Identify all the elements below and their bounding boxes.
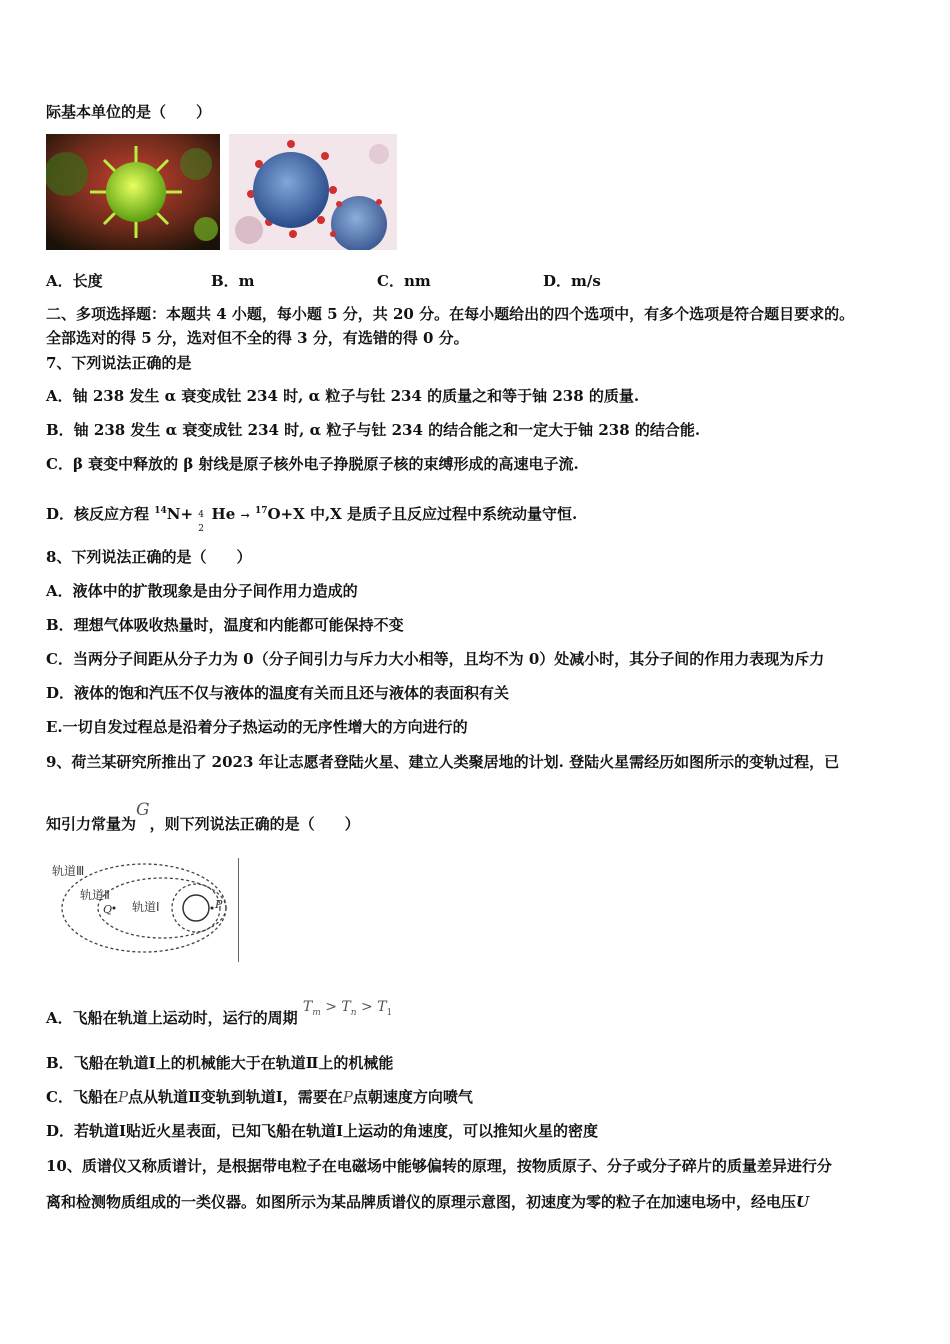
gravitational-constant-symbol: G	[136, 800, 150, 820]
q9-option-b: B．飞船在轨道Ⅰ上的机械能大于在轨道Ⅱ上的机械能	[46, 1054, 394, 1072]
q8-option-a: A．液体中的扩散现象是由分子间作用力造成的	[46, 582, 358, 600]
period-symbol-n: T	[341, 999, 351, 1015]
reaction-arrow: →	[240, 509, 250, 522]
greater-than-2: >	[361, 999, 373, 1015]
virus-image-green	[46, 134, 220, 250]
orbit-2-label: 轨道Ⅱ	[80, 888, 110, 902]
orbit-3-label: 轨道Ⅲ	[52, 864, 85, 878]
q7-option-d-prefix: D．核反应方程	[46, 505, 150, 523]
q8-option-b: B．理想气体吸收热量时，温度和内能都可能保持不变	[46, 616, 404, 634]
section-2-heading: 二、多项选择题：本题共 4 小题，每小题 5 分，共 20 分。在每小题给出的四个选项中，有多个选项是符合题目要求的。	[46, 305, 855, 323]
point-p-symbol: P	[117, 1088, 129, 1106]
point-p-label: P	[215, 898, 223, 911]
q8-option-e: E.一切自发过程总是沿着分子热运动的无序性增大的方向进行的	[46, 718, 468, 736]
subscript-1: 1	[386, 1007, 393, 1018]
q9-option-a	[46, 999, 393, 1035]
point-p-symbol: P	[342, 1088, 353, 1106]
point-p-dot	[211, 907, 214, 910]
helium-mass-number: 4	[198, 510, 205, 520]
point-q-label: Q	[103, 903, 113, 916]
helium-charge-number: 2	[198, 524, 205, 534]
period-inequality	[302, 999, 393, 1018]
q7-option-a: A．铀 238 发生 α 衰变成钍 234 时, α 粒子与钍 234 的质量之和等于铀 238 的质量.	[46, 387, 640, 405]
q9-option-c-part-2: 点从轨道Ⅱ变轨到轨道Ⅰ，需要在	[128, 1088, 343, 1106]
q10-stem-part: 离和检测物质组成的一类仪器。如图所示为某品牌质谱仪的原理示意图，初速度为零的粒子在加速电场中，经电压	[46, 1193, 797, 1211]
q9-option-c-part-3: 点朝速度方向喷气	[352, 1088, 473, 1106]
point-q-dot	[113, 907, 116, 910]
question-7-stem: 7、下列说法正确的是	[46, 354, 192, 372]
greater-than-1: >	[325, 999, 337, 1015]
q9-option-d: D．若轨道Ⅰ贴近火星表面，已知飞船在轨道Ⅰ上运动的角速度，可以推知火星的密度	[46, 1122, 599, 1140]
question-9-stem-cont	[46, 800, 360, 834]
q9-option-c	[46, 1087, 473, 1107]
oxygen-mass-number: 17	[254, 506, 268, 516]
q8-option-c: C．当两分子间距从分子力为 0（分子间引力与斥力大小相等，且均不为 0）处减小时，其分子间的作用力表现为斥力	[46, 650, 825, 668]
q9-stem-part-1: 知引力常量为	[46, 815, 137, 833]
figure-divider	[238, 858, 239, 962]
q6-option-d: D．m/s	[543, 272, 601, 290]
period-symbol-1: T	[377, 999, 387, 1015]
voltage-symbol: U	[796, 1193, 810, 1211]
q6-option-c: C．nm	[377, 272, 431, 290]
q9-stem-part-2: ，则下列说法正确的是（ ）	[149, 815, 360, 833]
orbit-1-label: 轨道Ⅰ	[132, 900, 160, 914]
section-2-heading-cont: 全部选对的得 5 分，选对但不全的得 3 分，有选错的得 0 分。	[46, 329, 469, 347]
q6-option-a: A．长度	[46, 272, 103, 290]
subscript-n: n	[350, 1007, 357, 1018]
period-symbol-m: T	[302, 999, 313, 1015]
q8-option-d: D．液体的饱和汽压不仅与液体的温度有关而且还与液体的表面积有关	[46, 684, 510, 702]
q7-option-d-suffix: O+X 中,X 是质子且反应过程中系统动量守恒.	[267, 505, 578, 523]
q9-option-c-part-1: C．飞船在	[46, 1088, 118, 1106]
helium-symbol: He	[211, 505, 236, 523]
nitrogen-mass-number: 14	[154, 506, 167, 516]
q6-option-b: B．m	[211, 272, 255, 290]
nitrogen-symbol: N+	[166, 505, 194, 523]
virus-image-blue	[229, 134, 397, 250]
mars-planet	[183, 895, 209, 921]
question-8-stem: 8、下列说法正确的是（ ）	[46, 548, 252, 566]
question-9-stem: 9、荷兰某研究所推出了 2023 年让志愿者登陆火星、建立人类聚居地的计划. 登陆火星需经历如图所示的变轨过程，已	[46, 753, 840, 771]
question-10-stem: 10、质谱仪又称质谱计，是根据带电粒子在电磁场中能够偏转的原理，按物质原子、分子或分子碎片的质量差异进行分	[46, 1157, 832, 1175]
q7-option-c: C．β 衰变中释放的 β 射线是原子核外电子挣脱原子核的束缚形成的高速电子流.	[46, 455, 579, 473]
q9-option-a-text: A．飞船在轨道上运动时，运行的周期	[46, 1009, 298, 1027]
question-6-stem: 际基本单位的是（ ）	[46, 103, 212, 121]
q7-option-b: B．铀 238 发生 α 衰变成钍 234 时, α 粒子与钍 234 的结合能之和一定大于铀 238 的结合能.	[46, 421, 701, 439]
subscript-m: m	[312, 1007, 321, 1018]
q7-option-d	[46, 501, 578, 534]
question-10-stem-cont	[46, 1192, 809, 1212]
